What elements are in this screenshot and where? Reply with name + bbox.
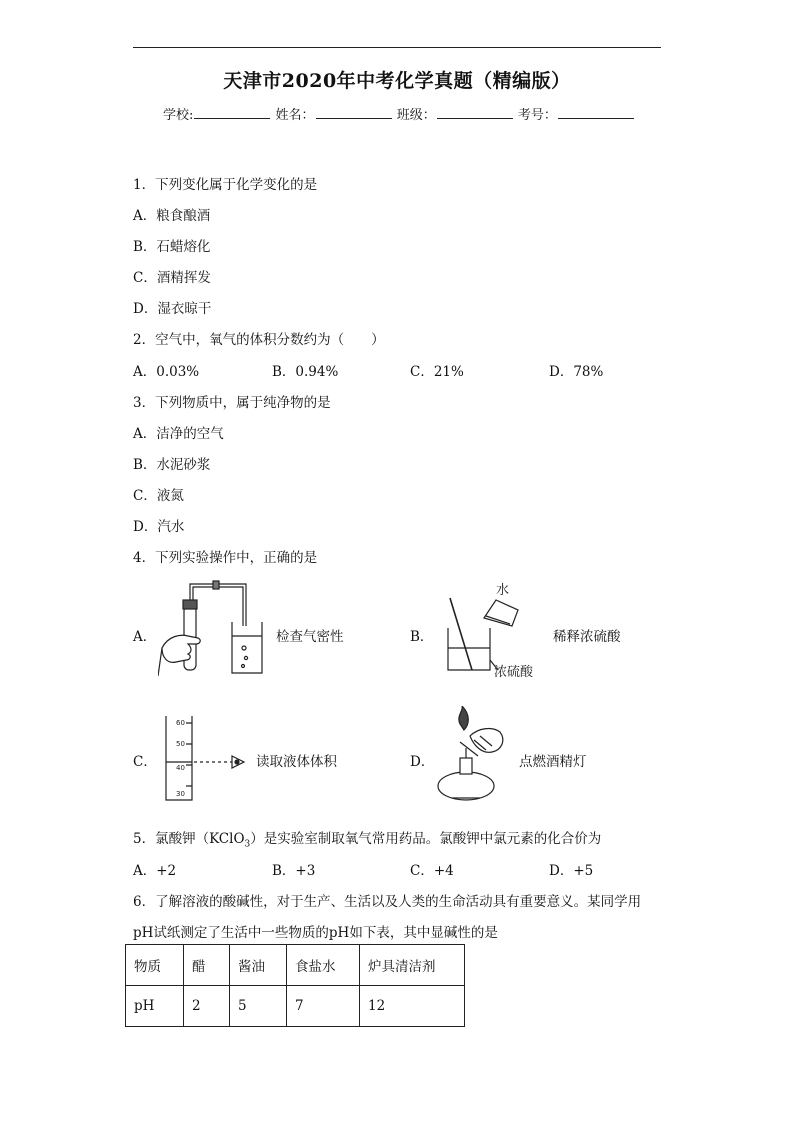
table-cell: 5 (230, 986, 287, 1027)
q2-option-b: B．0.94% (272, 364, 339, 380)
table-cell: 2 (184, 986, 230, 1027)
water-label: 水 (496, 583, 510, 598)
number-label: 考号： (517, 108, 557, 123)
q2-option-d: D．78% (549, 364, 604, 380)
name-label: 姓名： (275, 108, 315, 123)
tick-30: 30 (176, 790, 185, 798)
table-cell: 物质 (126, 945, 184, 986)
q1-option-b: B．石蜡熔化 (133, 239, 211, 255)
q5-stem-after: ）是实验室制取氧气常用药品。氯酸钾中氯元素的化合价为 (250, 831, 602, 847)
q4-stem: 4．下列实验操作中，正确的是 (133, 550, 318, 566)
name-blank[interactable] (316, 106, 392, 119)
q4-option-d-letter: D． (410, 754, 435, 770)
q5-option-a: A．+2 (133, 863, 177, 879)
q5-stem-before: 5．氯酸钾（KClO (133, 831, 245, 847)
page-title: 天津市2020年中考化学真题（精编版） (223, 70, 571, 92)
airtightness-check-figure (158, 578, 270, 678)
table-cell: 12 (360, 986, 465, 1027)
q4-option-b-caption: 稀释浓硫酸 (553, 629, 621, 645)
q1-option-a: A．粮食酿酒 (133, 208, 211, 224)
top-rule (133, 47, 661, 48)
q2-option-a: A．0.03% (133, 364, 200, 380)
number-blank[interactable] (558, 106, 634, 119)
q4-option-c-letter: C． (133, 754, 157, 770)
table-row (126, 986, 465, 1027)
tick-60: 60 (176, 719, 185, 727)
dilute-acid-figure (436, 578, 548, 680)
q3-option-c: C．液氮 (133, 488, 184, 504)
q1-option-c: C．酒精挥发 (133, 270, 211, 286)
q4-option-b-letter: B． (410, 629, 434, 645)
q5-stem-subscript: 3 (244, 839, 251, 850)
q2-option-c: C．21% (410, 364, 464, 380)
q1-stem: 1．下列变化属于化学变化的是 (133, 177, 318, 193)
graduated-cylinder-figure (158, 712, 250, 804)
q3-stem: 3．下列物质中，属于纯净物的是 (133, 395, 331, 411)
table-cell: 醋 (184, 945, 230, 986)
table-cell: pH (126, 986, 184, 1027)
student-info-line (163, 104, 635, 123)
acid-label: 浓硫酸 (494, 665, 534, 680)
q3-option-d: D．汽水 (133, 519, 185, 535)
q4-option-c-caption: 读取液体体积 (256, 754, 337, 770)
ph-table (125, 944, 465, 1027)
q6-stem-line1: 6．了解溶液的酸碱性，对于生产、生活以及人类的生命活动具有重要意义。某同学用 (133, 894, 642, 910)
q3-option-b: B．水泥砂浆 (133, 457, 211, 473)
q4-option-d-caption: 点燃酒精灯 (519, 754, 587, 770)
table-cell: 7 (287, 986, 360, 1027)
q5-option-c: C．+4 (410, 863, 454, 879)
q5-option-b: B．+3 (272, 863, 316, 879)
q5-stem (133, 827, 601, 850)
table-cell: 酱油 (230, 945, 287, 986)
table-header-row (126, 945, 465, 986)
q2-stem: 2．空气中，氧气的体积分数约为（ ） (133, 332, 385, 348)
q4-option-a-caption: 检查气密性 (276, 629, 344, 645)
tick-40: 40 (176, 764, 185, 772)
q1-option-d: D．湿衣晾干 (133, 301, 212, 317)
tick-50: 50 (176, 740, 185, 748)
q3-option-a: A．洁净的空气 (133, 426, 224, 442)
class-blank[interactable] (437, 106, 513, 119)
q6-stem-line2: pH试纸测定了生活中一些物质的pH如下表，其中显碱性的是 (133, 925, 498, 941)
q5-option-d: D．+5 (549, 863, 594, 879)
table-cell: 食盐水 (287, 945, 360, 986)
q4-option-a-letter: A． (133, 629, 157, 645)
table-cell: 炉具清洁剂 (360, 945, 465, 986)
school-label: 学校: (163, 108, 194, 123)
alcohol-lamp-figure (430, 706, 520, 806)
class-label: 班级： (396, 108, 436, 123)
school-blank[interactable] (194, 106, 270, 119)
